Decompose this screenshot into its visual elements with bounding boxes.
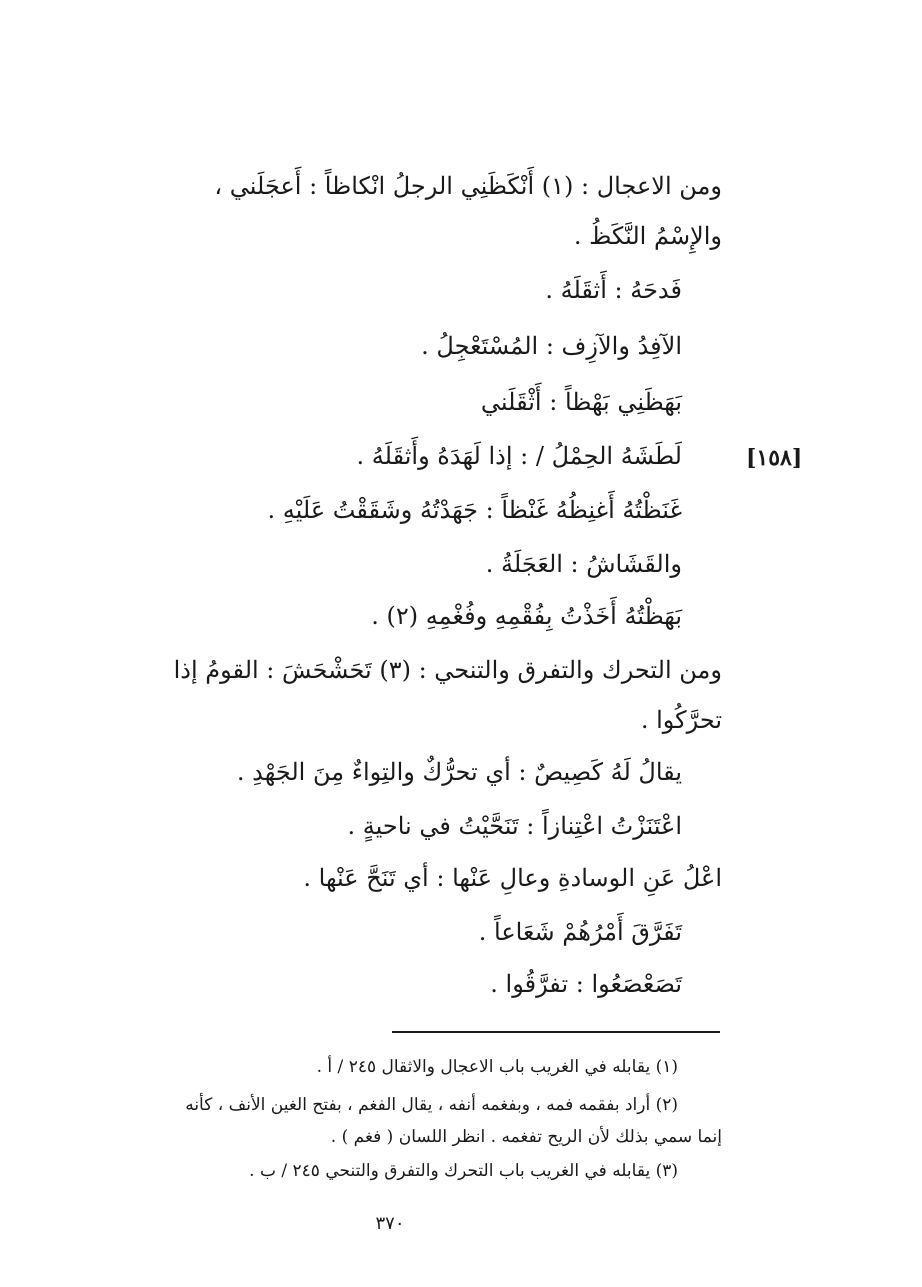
footnote-divider xyxy=(392,1031,720,1033)
body-line-8: والقَشَاشُ : العَجَلَةُ . xyxy=(485,550,682,578)
page-number: ٣٧٠ xyxy=(375,1213,405,1234)
body-line-15: تَفَرَّقَ أَمْرُهُمْ شَعَاعاً . xyxy=(478,918,682,946)
body-line-7: غَنَظْتُهُ أَغنِظُهُ غَنْظاً : جَهَدْتُهُ وشَقَقْتُ عَلَيْهِ . xyxy=(267,496,682,524)
body-line-14: اعْلُ عَنِ الوسادةِ وعالِ عَنْها : أي تَنَحَّ عَنْها . xyxy=(303,864,722,892)
body-line-2: والإِسْمُ النَّكَظُ . xyxy=(573,222,722,250)
body-line-13: اعْتَنَزْتُ اعْتِنازاً : تَنَحَّيْتُ في ناحيةٍ . xyxy=(347,812,682,840)
footnote-2: (٢) أراد بفقمه فمه ، وبفغمه أنفه ، يقال الفغم ، بفتح الغين الأنف ، كأنه xyxy=(185,1095,678,1115)
body-line-3: فَدحَهُ : أَثقَلَهُ . xyxy=(545,276,682,304)
body-line-11: تحرَّكُوا . xyxy=(640,706,722,734)
footnote-2-continued: إنما سمي بذلك لأن الريح تفغمه . انظر اللسان ( فغم ) . xyxy=(330,1127,722,1147)
footnote-1: (١) يقابله في الغريب باب الاعجال والاثقال ٢٤٥ / أ . xyxy=(316,1057,678,1077)
margin-folio-note: [١٥٨] xyxy=(746,445,803,471)
footnote-3: (٣) يقابله في الغريب باب التحرك والتفرق والتنحي ٢٤٥ / ب . xyxy=(249,1161,678,1181)
body-line-10: ومن التحرك والتفرق والتنحي : (٣) تَحَشْحَشَ : القومُ إذا xyxy=(173,656,722,684)
body-line-9: بَهَظْتُهُ أَخَذْتُ بِفُقْمِهِ وفُغْمِهِ (٢) . xyxy=(371,602,682,630)
body-line-12: يقالُ لَهُ كَصِيصٌ : أي تحرُّكٌ والتِواءٌ مِنَ الجَهْدِ . xyxy=(236,758,682,786)
body-line-5: بَهَظَنِي بَهْظاً : أَثْقَلَني xyxy=(480,388,682,416)
body-line-1: ومن الاعجال : (١) أَنْكَظَنِي الرجلُ انْكاظاً : أَعجَلَني ، xyxy=(214,172,722,200)
body-line-16: تَصَعْصَعُوا : تفرَّقُوا . xyxy=(490,970,682,998)
body-line-6: لَطَشَهُ الحِمْلُ / : إذا لَهَدَهُ وأَثقَلَهُ . xyxy=(356,442,682,470)
body-line-4: الآفِدُ والآزِف : المُسْتَعْجِلُ . xyxy=(421,332,682,360)
